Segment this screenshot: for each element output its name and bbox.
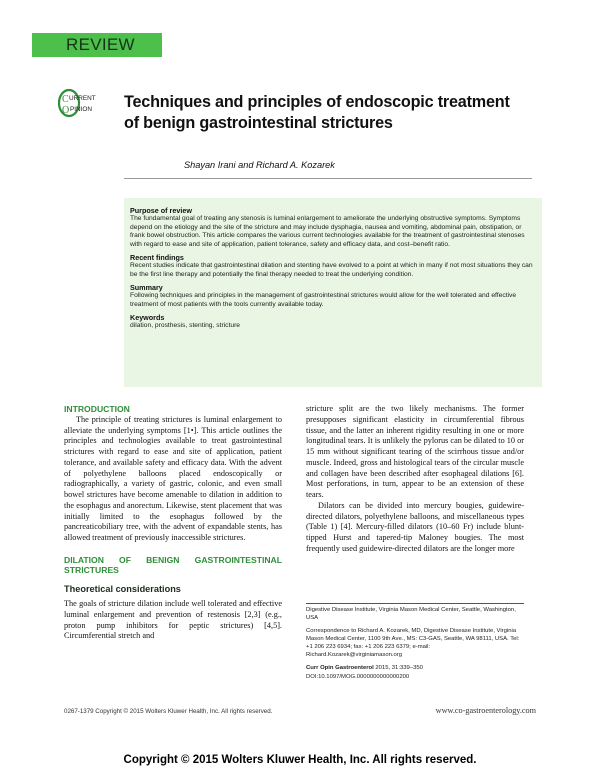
copyright-banner: Copyright © 2015 Wolters Kluwer Health, Inc. All rights reserved. (123, 754, 477, 766)
right-paragraph-2: Dilators can be divided into mercury bougies, guidewire-directed dilators, polyethylene balloons, and miscellaneous types (Table 1) [4]. Mercury-filled dilators (10–60 Fr) include blunt-tipped Hurst and tapered-tip Maloney bougies. The most frequently used guidewire-directed dilators are the longer more (306, 500, 524, 553)
citation (306, 664, 524, 672)
left-column (64, 404, 282, 642)
introduction-heading: INTRODUCTION (64, 404, 130, 414)
keywords-text: dilation, prosthesis, stenting, stricture (130, 322, 241, 329)
journal-url[interactable]: www.co-gastroenterology.com (435, 706, 536, 715)
footer-copyright-small: 0267-1379 Copyright © 2015 Wolters Kluwer Health, Inc. All rights reserved. (64, 708, 273, 715)
article-title (124, 92, 564, 134)
findings-text: Recent studies indicate that gastrointestinal dilation and stenting have evolved to a point at which in many if not most situations they can be the first line therapy and potentially the final therapy needed to treat the underlying condition. (130, 262, 533, 278)
right-column (306, 404, 524, 555)
footnote-rule (306, 603, 524, 604)
summary-heading: Summary (130, 283, 163, 292)
summary-text: Following techniques and principles in the management of gastrointestinal strictures would allow for the well tolerated and effective treatment of most patients with the tools currently available today. (130, 292, 517, 308)
right-paragraph-1: stricture split are the two likely mechanisms. The former presupposes significant elasticity in circumferential fibrous tissue, and the latter an inherent rigidity resulting in one or more longitudinal tears. It is unlikely the pylorus can be dilated to 10 or 15 mm without significant tearing of the scirrhous tissue and/or muscle. Indeed, gross and histological tears of the circular muscle and collagen have been described after esophageal dilations [6]. Most perforations, in turn, appear to be an extension of these tears. (306, 404, 524, 499)
theory-paragraph: The goals of stricture dilation include well tolerated and effective luminal enlargement and prevention of restenosis [2,3] (e.g., proton pump inhibitors for peptic strictures) [4,5]. Circumferential stretch and (64, 599, 282, 641)
title-line-2: of benign gastrointestinal strictures (124, 114, 393, 132)
intro-paragraph: The principle of treating strictures is luminal enlargement to alleviate the underlying symptoms [1•]. This article outlines the principles and technologies available to treat gastrointestinal strictures with regard to ease and site of application, patient tolerance, and available safety and efficacy data. With the advent of polyethylene balloons placed endoscopically or radiographically, a variety of gastric, colonic, and even small bowel strictures have become amenable to dilation in addition to the esophagus and anorectum. Likewise, stent placement that was initially limited to the esophagus followed by the pancreaticobiliary tree, with the advent of expandable stents, has allowed treatment of previously inaccessible strictures. (64, 414, 282, 542)
correspondence: Correspondence to Richard A. Kozarek, MD, Digestive Disease Institute, Virginia Mason Medical Center, 1100 9th Ave., MS: C3-GAS, Seattle, WA 98111, USA. Tel: +1 206 223 6934; fax: +1 206 223 6379; e-mail: Richard.Kozarek@virginiamason.org (306, 628, 520, 658)
title-line-1: Techniques and principles of endoscopic treatment (124, 93, 510, 111)
authors: Shayan Irani and Richard A. Kozarek (184, 160, 335, 170)
dilation-heading: DILATION OF BENIGN GASTROINTESTINAL STRICTURES (64, 554, 282, 576)
current-opinion-logo (58, 88, 108, 118)
theoretical-considerations-heading: Theoretical considerations (64, 584, 181, 594)
logo-initial-c: C (62, 94, 69, 105)
affiliation: Digestive Disease Institute, Virginia Mason Medical Center, Seattle, Washington, USA (306, 607, 516, 621)
findings-heading: Recent findings (130, 253, 184, 262)
footnotes (306, 606, 524, 686)
purpose-text: The fundamental goal of treating any stenosis is luminal enlargement to ameliorate the underlying obstructive symptoms. Symptoms depend on the etiology and the site of the stricture and may include dysphagia, nausea and vomiting, abdominal pain, obstipation, or frank bowel obstruction. This article compares the various current technologies available for the treatment of gastrointestinal stenoses with regard to ease and site of application, patient tolerance, safety and efficacy data, and cost–benefit ratio. (130, 215, 525, 248)
section-label: REVIEW (32, 33, 162, 57)
logo-word-bottom: PINION (70, 106, 93, 113)
title-divider (124, 178, 532, 179)
abstract-box (124, 198, 542, 387)
logo-word-top: URRENT (69, 95, 96, 102)
logo-initial-o: O (62, 105, 70, 116)
citation-details: 2015, 31:339–350 (373, 665, 423, 671)
keywords-heading: Keywords (130, 313, 165, 322)
doi: DOI:10.1097/MOG.0000000000000200 (306, 674, 410, 680)
citation-journal: Curr Opin Gastroenterol (306, 665, 374, 671)
purpose-heading: Purpose of review (130, 206, 192, 215)
